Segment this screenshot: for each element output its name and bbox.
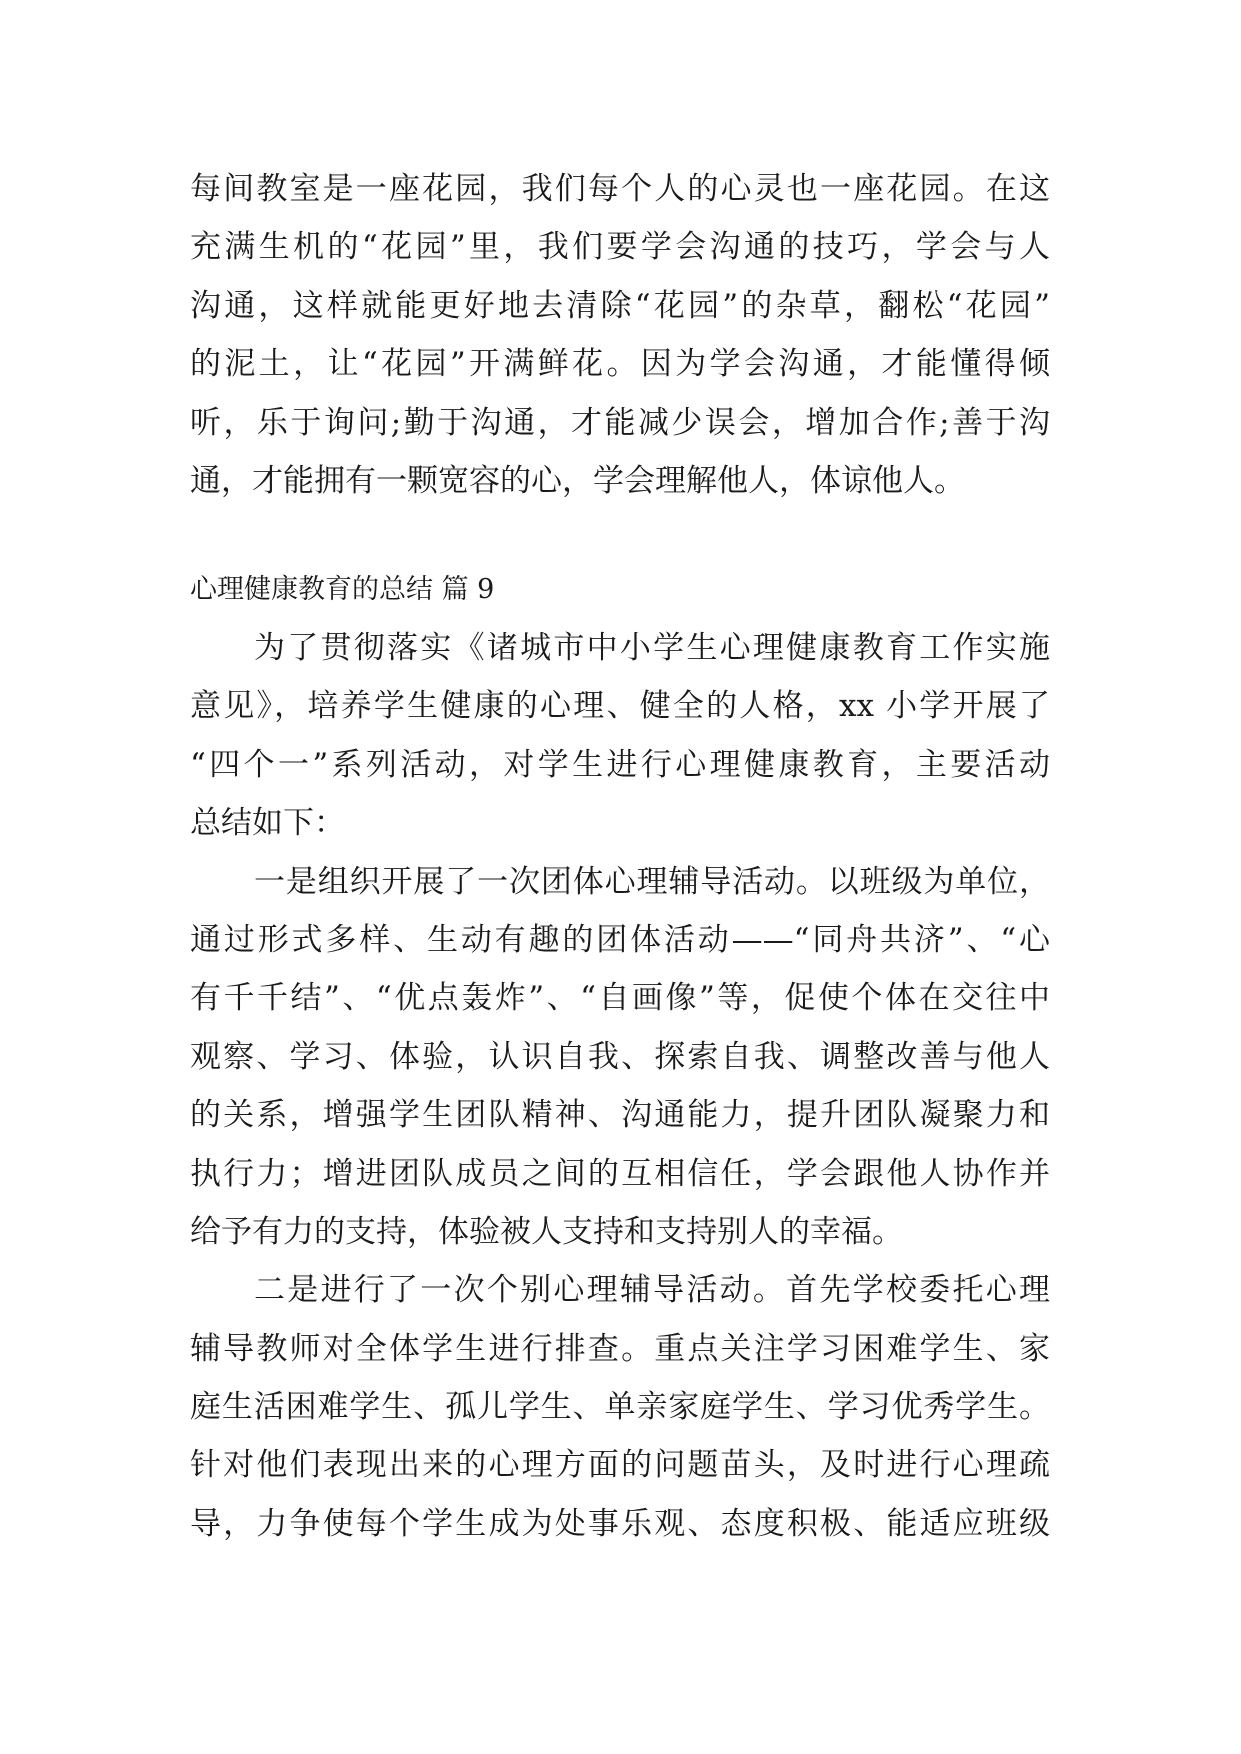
text-line: 意见》，培养学生健康的心理、健全的人格，xx 小学开展了: [190, 688, 1050, 725]
text-line: 观察、学习、体验，认识自我、探索自我、调整改善与他人: [190, 1038, 1050, 1075]
text-line: 通过形式多样、生动有趣的团体活动——“同舟共济”、“心: [190, 921, 1050, 958]
text-line: 有千千结”、“优点轰炸”、“自画像”等，促使个体在交往中: [190, 980, 1050, 1017]
text-line: 每间教室是一座花园，我们每个人的心灵也一座花园。在这: [190, 171, 1050, 207]
text-line: 为了贯彻落实《诸城市中小学生心理健康教育工作实施: [254, 630, 1050, 666]
text-line: 的泥土，让“花园”开满鲜花。因为学会沟通，才能懂得倾: [190, 346, 1050, 383]
section-heading: 心理健康教育的总结 篇 9: [190, 574, 495, 605]
text-line: 通，才能拥有一颗宽容的心，学会理解他人，体谅他人。: [190, 462, 965, 499]
paragraph-garden: [190, 160, 1050, 510]
text-line: 听，乐于询问;勤于沟通，才能减少误会，增加合作;善于沟: [190, 404, 1050, 441]
text-line: 二是进行了一次个别心理辅导活动。首先学校委托心理: [254, 1272, 1050, 1309]
text-line: 充满生机的“花园”里，我们要学会沟通的技巧，学会与人: [190, 229, 1050, 266]
text-line: 总结如下：: [190, 805, 345, 842]
text-line: 给予有力的支持，体验被人支持和支持别人的幸福。: [190, 1213, 903, 1250]
text-line: 辅导教师对全体学生进行排查。重点关注学习困难学生、家: [190, 1330, 1050, 1367]
text-line: 的关系，增强学生团队精神、沟通能力，提升团队凝聚力和: [190, 1097, 1050, 1134]
article-body: [190, 619, 1050, 1553]
text-line: 针对他们表现出来的心理方面的问题苗头，及时进行心理疏: [190, 1447, 1050, 1484]
text-line: 执行力；增进团队成员之间的互相信任，学会跟他人协作并: [190, 1155, 1050, 1192]
text-line: 沟通，这样就能更好地去清除“花园”的杂草，翻松“花园”: [190, 287, 1050, 324]
text-line: 导，力争使每个学生成为处事乐观、态度积极、能适应班级: [190, 1505, 1050, 1542]
text-line: 一是组织开展了一次团体心理辅导活动。以班级为单位，: [254, 863, 1050, 900]
text-line: 庭生活困难学生、孤儿学生、单亲家庭学生、学习优秀学生。: [190, 1389, 1050, 1426]
document-page: [190, 0, 1050, 1754]
text-line: “四个一”系列活动，对学生进行心理健康教育，主要活动: [190, 746, 1050, 783]
